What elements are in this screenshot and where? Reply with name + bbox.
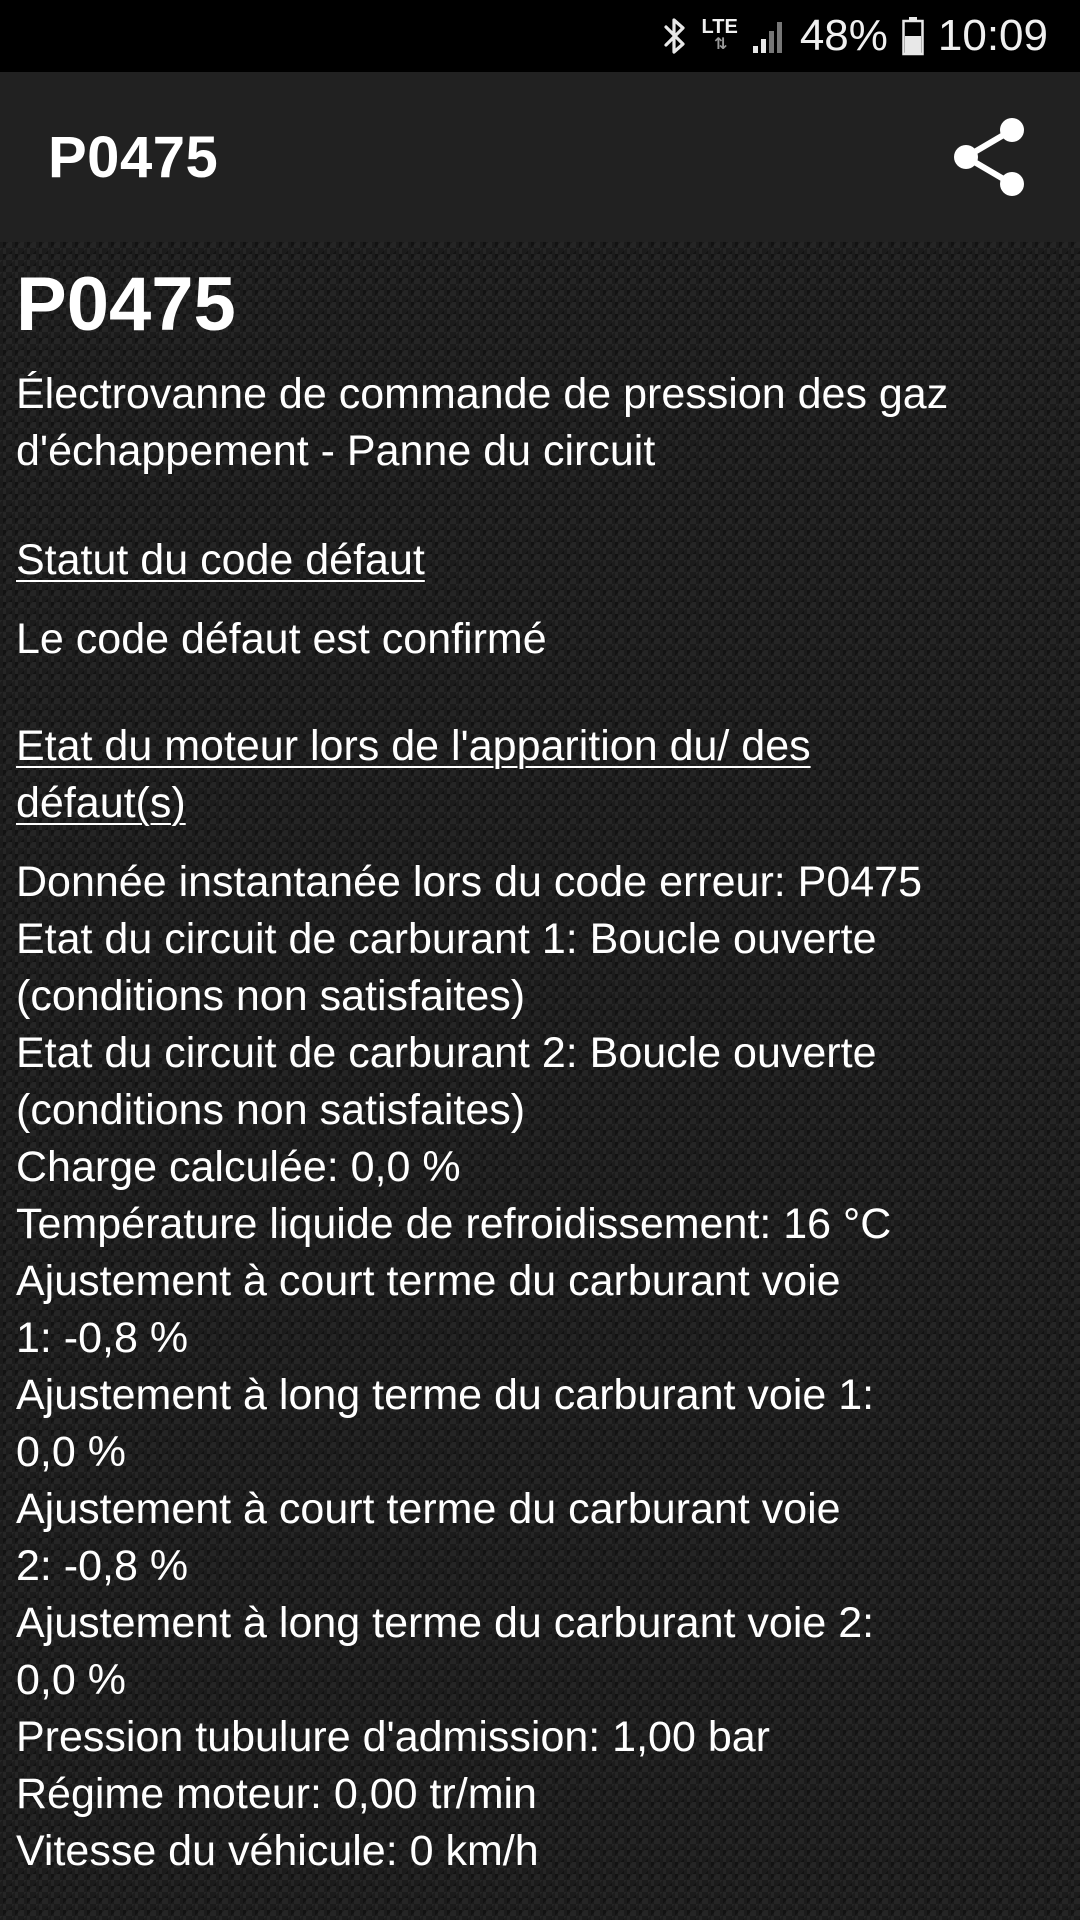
freeze-frame-item: Température liquide de refroidissement: 16 °C: [16, 1200, 892, 1248]
freeze-frame-list: [16, 854, 1064, 1880]
dtc-status-text: Le code défaut est confirmé: [16, 615, 547, 663]
freeze-frame-item: Charge calculée: 0,0 %: [16, 1143, 461, 1191]
freeze-frame-item: Etat du circuit de carburant 2: Boucle ouverte (conditions non satisfaites): [16, 1029, 877, 1134]
freeze-frame-item: Ajustement à court terme du carburant voie 2: -0,8 %: [16, 1485, 841, 1590]
freeze-frame-item: Régime moteur: 0,00 tr/min: [16, 1770, 537, 1818]
network-type: LTE: [701, 16, 738, 38]
freeze-frame-item: Ajustement à long terme du carburant voie 2: 0,0 %: [16, 1599, 875, 1704]
freeze-frame-item: Etat du circuit de carburant 1: Boucle ouverte (conditions non satisfaites): [16, 915, 877, 1020]
share-icon: [952, 116, 1028, 198]
freeze-frame-item: Donnée instantanée lors du code erreur: P0475: [16, 858, 923, 906]
battery-icon: [902, 16, 924, 56]
app-bar: [0, 72, 1080, 242]
app-bar-title: P0475: [48, 124, 219, 190]
share-button[interactable]: [950, 117, 1030, 197]
dtc-code-heading: P0475: [16, 262, 236, 347]
dtc-description: Électrovanne de commande de pression des gaz d'échappement - Panne du circuit: [16, 370, 949, 475]
dtc-detail-content[interactable]: [0, 242, 1080, 1920]
freeze-frame-item: Vitesse du véhicule: 0 km/h: [16, 1827, 539, 1875]
clock: 10:09: [937, 11, 1048, 60]
lte-icon: LTE ⇅: [701, 16, 738, 53]
freeze-frame-item: Ajustement à long terme du carburant voie 1: 0,0 %: [16, 1371, 875, 1476]
battery-percent: 48%: [799, 11, 888, 60]
freeze-frame-item: Pression tubulure d'admission: 1,00 bar: [16, 1713, 770, 1761]
freeze-frame-item: Ajustement à court terme du carburant voie 1: -0,8 %: [16, 1257, 841, 1362]
status-bar: [0, 0, 1080, 72]
status-section-title: Statut du code défaut: [16, 536, 425, 584]
engine-state-section-title: Etat du moteur lors de l'apparition du/ des défaut(s): [16, 722, 811, 827]
signal-icon: [752, 18, 786, 54]
bluetooth-icon: [662, 16, 688, 56]
